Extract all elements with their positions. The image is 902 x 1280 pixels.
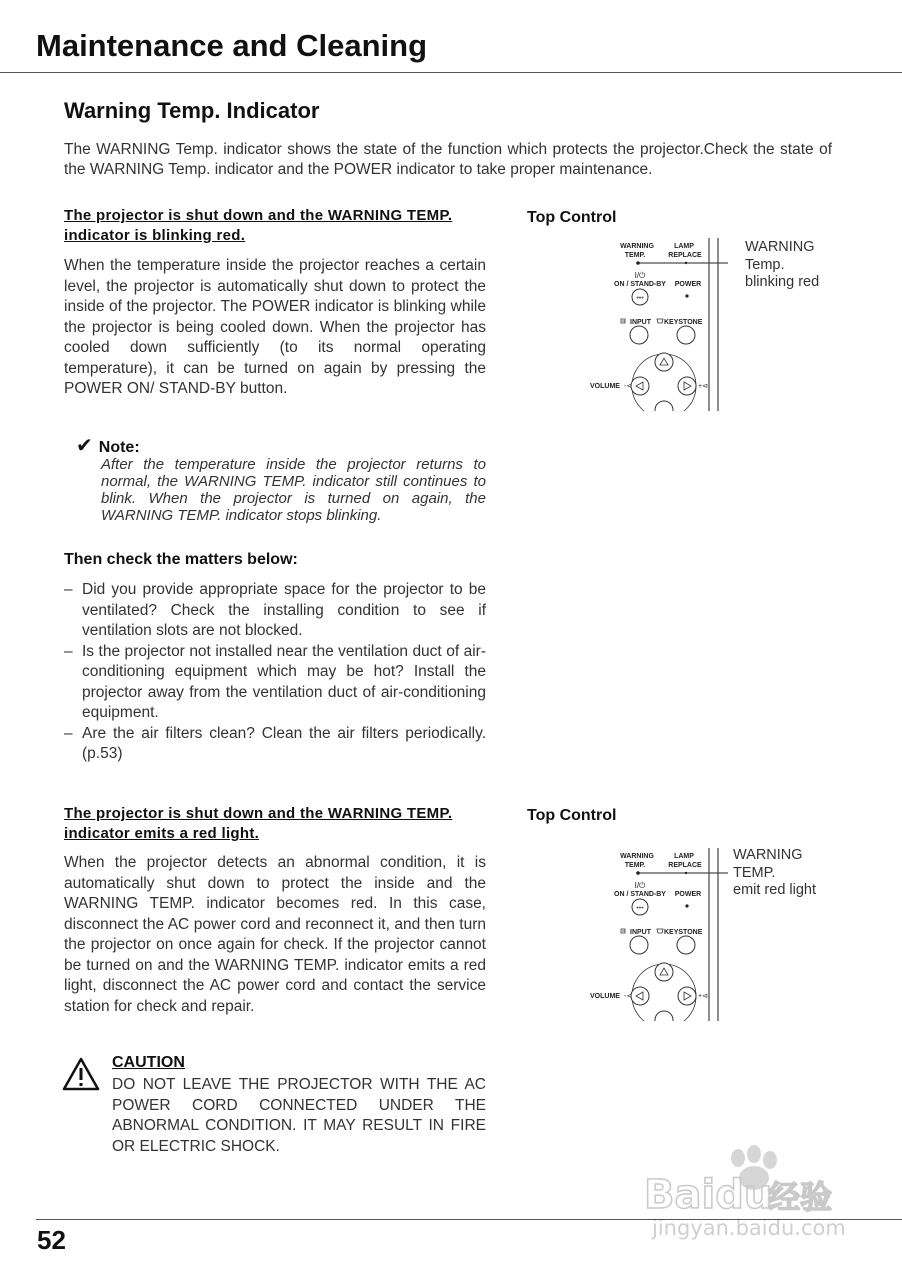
chapter-title: Maintenance and Cleaning xyxy=(36,28,428,63)
volume-label: VOLUME xyxy=(590,993,620,1000)
power-button-dots: ••• xyxy=(636,295,644,302)
warning-label-2: TEMP. xyxy=(624,862,646,869)
down-button[interactable] xyxy=(655,401,673,411)
volume-plus-icon: +⊲ xyxy=(698,993,708,1000)
check-list xyxy=(64,580,486,765)
callout-line-1: WARNING xyxy=(745,239,815,255)
caution-title: CAUTION xyxy=(112,1054,185,1071)
left-button[interactable] xyxy=(631,987,649,1005)
figure2-title: Top Control xyxy=(527,807,617,824)
power-indicator xyxy=(685,294,688,297)
power-label: POWER xyxy=(674,891,702,898)
power-button-dots: ••• xyxy=(636,905,644,912)
input-icon xyxy=(621,929,625,933)
input-button[interactable] xyxy=(630,326,648,344)
up-button[interactable] xyxy=(655,963,673,981)
lamp-label-1: LAMP xyxy=(674,243,694,250)
check-heading: Then check the matters below: xyxy=(64,551,298,568)
power-label: POWER xyxy=(674,281,702,288)
callout-2 xyxy=(733,847,816,900)
power-symbol: I/⏻ xyxy=(634,881,646,890)
lamp-label-2: REPLACE xyxy=(668,862,702,869)
check-item: – Did you provide appropriate space for the projector to be ventilated? Check the installing condition to see if ventilation slots are not blocked. xyxy=(64,580,486,642)
input-label: INPUT xyxy=(630,319,651,326)
callout-line-2: TEMP. xyxy=(733,864,776,881)
input-icon xyxy=(621,319,625,323)
note-text: After the temperature inside the projector returns to normal, the WARNING TEMP. indicator still continues to blink. When the projector is turned on again, the WARNING TEMP. indicator stops blinking. xyxy=(101,456,486,524)
volume-minus-icon: -⊲ xyxy=(624,993,633,1000)
check-item: – Are the air filters clean? Clean the air filters periodically. (p.53) xyxy=(64,724,486,765)
up-button[interactable] xyxy=(655,353,673,371)
figure1-title: Top Control xyxy=(527,209,617,226)
header-rule xyxy=(0,72,902,73)
warning-label-1: WARNING xyxy=(620,243,654,250)
keystone-button[interactable] xyxy=(677,936,695,954)
callout-line-2: Temp. xyxy=(745,256,785,273)
left-button[interactable] xyxy=(631,377,649,395)
page-number: 52 xyxy=(37,1225,66,1255)
checkmark-icon: ✔ xyxy=(76,435,93,457)
baidu-watermark xyxy=(642,1142,864,1244)
down-button[interactable] xyxy=(655,1011,673,1021)
check-item: – Is the projector not installed near the ventilation duct of air-conditioning equipment which may be hot? Install the projector away from the ventilation duct of air-conditioning equipment. xyxy=(64,642,486,724)
keystone-label: KEYSTONE xyxy=(664,929,703,936)
warning-label-1: WARNING xyxy=(620,853,654,860)
top-control-panel-1 xyxy=(588,236,728,411)
section1-heading: The projector is shut down and the WARNING TEMP. indicator is blinking red. xyxy=(64,207,453,244)
top-control-panel-2 xyxy=(588,846,728,1021)
section2-body: When the projector detects an abnormal condition, it is automatically shut down to protect the inside and the WARNING TEMP. indicator becomes red. In this case, disconnect the AC power cord and reconnect it, and then turn the projector on once again for check. If the projector cannot be turned on and the WARNING TEMP. indicator emits a red light, disconnect the AC power cord and contact the service station for check and repair. xyxy=(64,854,486,1015)
onstandby-label: ON / STAND-BY xyxy=(614,891,666,898)
input-button[interactable] xyxy=(630,936,648,954)
section-title: Warning Temp. Indicator xyxy=(64,98,320,123)
volume-label: VOLUME xyxy=(590,383,620,390)
footer-rule xyxy=(36,1219,902,1220)
callout-line-1: WARNING xyxy=(733,847,803,863)
keystone-button[interactable] xyxy=(677,326,695,344)
keystone-label: KEYSTONE xyxy=(664,319,703,326)
right-button[interactable] xyxy=(678,377,696,395)
warning-triangle-icon xyxy=(61,1056,101,1092)
callout-line-3: emit red light xyxy=(733,882,817,898)
input-label: INPUT xyxy=(630,929,651,936)
onstandby-label: ON / STAND-BY xyxy=(614,281,666,288)
lamp-label-2: REPLACE xyxy=(668,252,702,259)
section1-body: When the temperature inside the projector reaches a certain level, the projector is automatically shut down to protect the inside of the projector. The POWER indicator is blinking while the projector is being cooled down. When the projector has cooled down sufficiently (to its normal operating temperature), it can be turned on again by pressing the POWER ON/ STAND-BY button. xyxy=(64,257,486,397)
watermark-url: jingyan.baidu.com xyxy=(652,1216,846,1240)
intro-paragraph: The WARNING Temp. indicator shows the state of the function which protects the projector.Check the state of the WARNING Temp. indicator and the POWER indicator to take proper maintenance. xyxy=(64,141,832,178)
callout-line-3: blinking red xyxy=(745,274,820,290)
note-title-label: Note: xyxy=(98,439,140,456)
warning-label-2: TEMP. xyxy=(624,252,646,259)
keystone-icon xyxy=(657,319,663,323)
watermark-brand: Baidu xyxy=(644,1172,773,1218)
right-button[interactable] xyxy=(678,987,696,1005)
volume-minus-icon: -⊲ xyxy=(624,383,633,390)
power-indicator xyxy=(685,904,688,907)
caution-text: DO NOT LEAVE THE PROJECTOR WITH THE AC POWER CORD CONNECTED UNDER THE ABNORMAL CONDITION. IT MAY RESULT IN FIRE OR ELECTRIC SHOCK. xyxy=(112,1076,486,1155)
power-symbol: I/⏻ xyxy=(634,271,646,280)
watermark-chinese: 经验 xyxy=(768,1178,833,1216)
keystone-icon xyxy=(657,929,663,933)
section2-heading: The projector is shut down and the WARNING TEMP. indicator emits a red light. xyxy=(64,805,453,842)
lamp-label-1: LAMP xyxy=(674,853,694,860)
volume-plus-icon: +⊲ xyxy=(698,383,708,390)
callout-1 xyxy=(745,239,819,292)
note-title xyxy=(76,433,140,458)
